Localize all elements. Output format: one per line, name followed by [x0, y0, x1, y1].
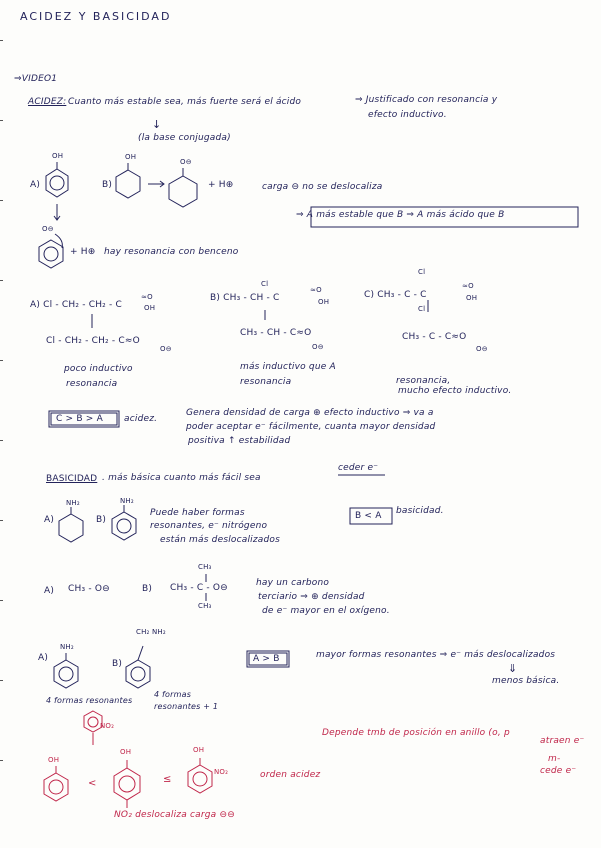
explanation-line-1: Genera densidad de carga ⊕ efecto inductivo ⇒ va a: [186, 408, 434, 418]
phenol-ring: [44, 773, 68, 801]
plus-h: + H⊕: [208, 180, 234, 190]
compound-a: A) Cl - CH₂ - CH₂ - C: [30, 300, 123, 310]
formas-b-2: resonantes + 1: [154, 702, 219, 711]
benzene-ring: [46, 169, 68, 197]
down-arrow: ↓: [152, 118, 162, 131]
benzene-ring: [112, 512, 136, 540]
note-resonancia: resonancia: [66, 379, 118, 389]
nitro-note: NO₂ deslocaliza carga ⊖⊖: [114, 810, 235, 820]
less-equal: ≤: [163, 774, 172, 785]
oh-label: OH: [48, 756, 60, 764]
nitro-label: NO₂: [100, 722, 115, 730]
amine-label: CH₂ NH₂: [136, 628, 166, 636]
item-b: B): [112, 659, 123, 669]
atraen-note: atraen e⁻: [540, 736, 585, 746]
anion-charge: O⊖: [476, 345, 488, 353]
anion-charge: O⊖: [160, 345, 172, 353]
methyl-top: CH₃: [198, 563, 212, 571]
conclusion: ⇒ A más estable que B ⇒ A más ácido que B: [296, 210, 505, 220]
tertiary-note-1: hay un carbono: [256, 578, 330, 588]
amine-label: NH₂: [66, 499, 80, 507]
compound-c: C) CH₃ - C - C: [364, 290, 427, 300]
basicity-order-label: basicidad.: [396, 506, 444, 516]
nitro-label: NO₂: [214, 768, 229, 776]
item-a: A): [30, 180, 41, 190]
note-resonancia: resonancia,: [396, 376, 451, 386]
benzene-ring: [54, 660, 78, 688]
item-b: B): [96, 515, 107, 525]
anion-a: Cl - CH₂ - CH₂ - C≈O: [46, 336, 140, 346]
menos-basica-note: menos básica.: [492, 676, 560, 686]
hydroxyl: OH: [466, 294, 478, 302]
phenol-ring: [188, 765, 212, 793]
carbonyl-o: ≈O: [310, 286, 322, 294]
oh-label: OH: [52, 152, 64, 160]
plus-h: + H⊕: [70, 247, 96, 257]
note-resonancia: resonancia: [240, 377, 292, 387]
down-arrow: ⇓: [508, 662, 518, 675]
methyl-bottom: CH₃: [198, 602, 212, 610]
resonance-note-3: están más deslocalizados: [160, 535, 281, 545]
chlorine: Cl: [418, 268, 426, 276]
basicity-order: A > B: [253, 654, 280, 664]
chlorine: Cl: [418, 305, 426, 313]
base-note: (la base conjugada): [138, 133, 231, 143]
hydroxyl: OH: [318, 298, 330, 306]
item-a: A): [38, 653, 49, 663]
meta-label: m-: [548, 754, 561, 764]
cede-note: cede e⁻: [540, 766, 577, 776]
basicidad-heading: BASICIDAD: [46, 474, 98, 484]
explanation-line-3: positiva ↑ estabilidad: [188, 436, 291, 446]
o-minus: O⊖: [42, 225, 54, 233]
justify-line-1: ⇒ Justificado con resonancia y: [355, 95, 498, 105]
chlorine: Cl: [261, 280, 269, 288]
basicity-order: B < A: [355, 511, 382, 521]
o-minus: O⊖: [180, 158, 192, 166]
amine-label: NH₂: [60, 643, 74, 651]
carga-note: carga ⊖ no se deslocaliza: [262, 182, 383, 192]
hydroxyl: OH: [144, 304, 156, 312]
benzene-resonance-note: hay resonancia con benceno: [104, 247, 239, 257]
less-than: <: [88, 778, 97, 789]
tertiary-note-3: de e⁻ mayor en el oxígeno.: [262, 606, 390, 616]
carbonyl-o: ≈O: [141, 293, 153, 301]
item-a: A): [44, 515, 55, 525]
item-b: B): [142, 584, 153, 594]
oh-label: OH: [125, 153, 137, 161]
ceder-e: ceder e⁻: [338, 463, 379, 473]
page-title: ACIDEZ Y BASICIDAD: [20, 10, 172, 23]
oh-label: OH: [193, 746, 205, 754]
acidez-rule: Cuanto más estable sea, más fuerte será el ácido: [68, 97, 302, 107]
video-label: ⇒VIDEO1: [14, 74, 58, 84]
note-poco-inductivo: poco inductivo: [64, 364, 133, 374]
mayor-formas-note: mayor formas resonantes ⇒ e⁻ más deslocalizados: [316, 650, 556, 660]
cyclohexane-ring: [116, 170, 140, 198]
carbonyl-o: ≈O: [462, 282, 474, 290]
acidity-order-label: acidez.: [124, 414, 158, 424]
explanation-line-2: poder aceptar e⁻ fácilmente, cuanta mayor densidad: [186, 422, 436, 432]
cyclohexane-ring: [59, 514, 83, 542]
amine-label: NH₂: [120, 497, 134, 505]
acidez-heading: ACIDEZ:: [28, 97, 67, 107]
acidity-order: C > B > A: [56, 414, 103, 424]
note-mucho-efecto: mucho efecto inductivo.: [398, 386, 512, 396]
aromatic-circle: [50, 176, 64, 190]
oh-label: OH: [120, 748, 132, 756]
tert-butoxide: CH₃ - C - O⊖: [170, 583, 228, 593]
phenol-ring: [114, 768, 140, 800]
anion-c: CH₃ - C - C≈O: [402, 332, 467, 342]
item-a: A): [44, 586, 55, 596]
item-b: B): [102, 180, 113, 190]
resonance-note-2: resonantes, e⁻ nitrógeno: [150, 521, 268, 531]
benzene-ring: [39, 240, 63, 268]
note-mas-inductivo: más inductivo que A: [240, 362, 336, 372]
anion-b: CH₃ - CH - C≈O: [240, 328, 312, 338]
formas-b-1: 4 formas: [154, 690, 192, 699]
benzene-ring: [126, 660, 150, 688]
formas-a: 4 formas resonantes: [46, 696, 133, 705]
compound-b: B) CH₃ - CH - C: [210, 293, 280, 303]
position-note: Depende tmb de posición en anillo (o, p: [322, 728, 510, 738]
basicidad-rule: . más básica cuanto más fácil sea: [102, 473, 261, 483]
orden-acidez: orden acidez: [260, 770, 321, 780]
anion-charge: O⊖: [312, 343, 324, 351]
tertiary-note-2: terciario ⇒ ⊕ densidad: [258, 592, 365, 602]
cyclohexane-ring: [169, 176, 197, 207]
justify-line-2: efecto inductivo.: [368, 110, 447, 120]
resonance-note-1: Puede haber formas: [150, 508, 245, 518]
methoxide: CH₃ - O⊖: [68, 584, 110, 594]
